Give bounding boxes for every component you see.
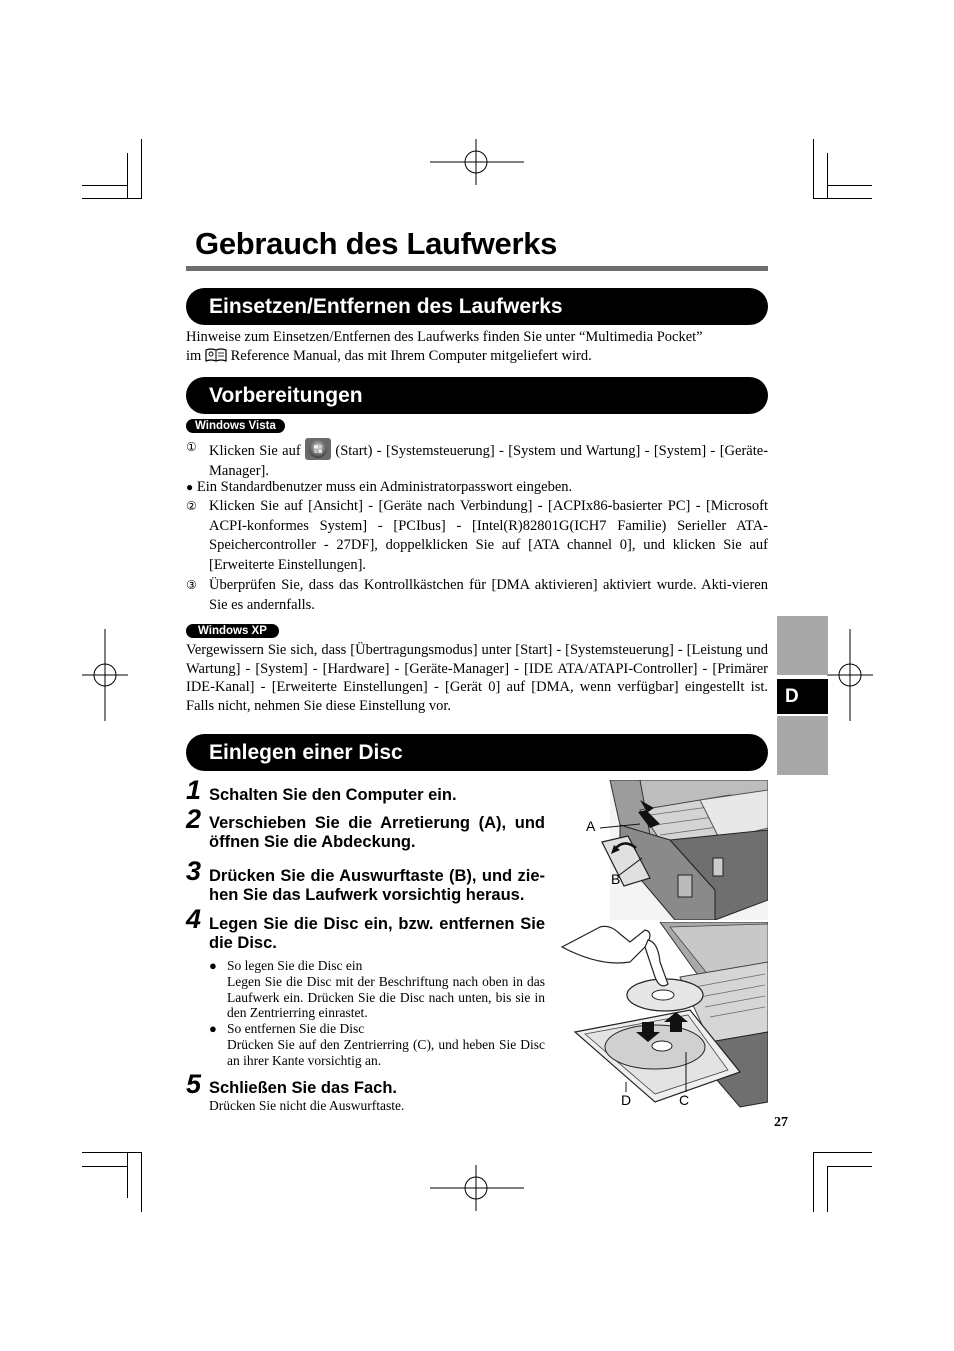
step-marker: ③ [186, 578, 197, 592]
step-number: 3 [186, 856, 202, 886]
remove-text-a: Hinweise zum Einsetzen/Entfernen des Laufwerks finden Sie unter “Multimedia Pocket” [186, 329, 703, 345]
vista-step-1-pre: Klicken Sie auf [209, 443, 301, 459]
windows-xp-badge: Windows XP [186, 624, 279, 638]
note-bullet: ● [186, 480, 194, 494]
remove-text-b-post: Reference Manual, das mit Ihrem Computer mitgeliefert wird. [230, 348, 592, 364]
callout-label-b: B [611, 871, 621, 887]
manual-book-icon [205, 347, 227, 362]
insert-disc-instructions [209, 958, 545, 1021]
remove-disc-body: Drücken Sie auf den Zentrierring (C), und heben Sie Disc an ihrer Kante vorsichtig an. [227, 1036, 545, 1068]
callout-label-a: A [586, 818, 596, 834]
step-title: Verschieben Sie die Arretierung (A), und öffnen Sie die Abdeckung. [209, 814, 545, 851]
step-number: 2 [186, 804, 202, 834]
remove-drive-text [186, 328, 768, 366]
vista-step-1 [186, 438, 768, 481]
step-title: Drücken Sie die Auswurftaste (B), und zie-hen Sie das Laufwerk vorsichtig heraus. [209, 867, 545, 904]
side-tab-lower [777, 716, 828, 775]
illustration-open-cover [580, 780, 768, 920]
side-tab-upper [777, 616, 828, 675]
callout-label-c: C [679, 1092, 690, 1108]
windows-start-icon [305, 438, 331, 460]
remove-disc-heading: So entfernen Sie die Disc [227, 1021, 365, 1036]
admin-note [186, 478, 768, 497]
title-rule [186, 266, 768, 271]
step-number: 1 [186, 775, 202, 805]
step-title: Schließen Sie das Fach. [209, 1079, 397, 1097]
registration-mark-top [430, 139, 524, 185]
step-title: Schalten Sie den Computer ein. [209, 786, 457, 804]
page-number: 27 [774, 1115, 788, 1130]
bullet: ● [209, 1021, 217, 1036]
vista-step-3 [186, 576, 768, 615]
step-number: 4 [186, 904, 202, 934]
remove-disc-instructions [209, 1021, 545, 1068]
vista-step-2-text: Klicken Sie auf [Ansicht] - [Geräte nach Verbindung] - [ACPIx86-basierter PC] - [Microsoft ACPI-konformes System] - [PCIbus] - [Intel(R)82801G(ICH7 Familie) Serieller ATA-Speichercontroller - 27DF], doppelklicken Sie auf [ATA channel 0], und klicken Sie auf [Erweiterte Einstellungen]. [209, 498, 768, 573]
insert-disc-heading: So legen Sie die Disc ein [227, 958, 363, 973]
vista-step-2 [186, 497, 768, 575]
registration-mark-left [82, 629, 128, 721]
section-heading-remove-drive: Einsetzen/Entfernen des Laufwerks [186, 288, 768, 325]
step-marker: ① [186, 440, 197, 454]
vista-step-1-post: (Start) - [Systemsteuerung] - [System und Wartung] - [System] - [Geräte-Manager]. [209, 443, 769, 479]
windows-vista-badge: Windows Vista [186, 419, 285, 433]
windows-xp-text: Vergewissern Sie sich, dass [Übertragungsmodus] unter [Start] - [Systemsteuerung] - [Leistung und Wartung] - [System] - [Hardware] - [Geräte-Manager] - [IDE ATA/ATAPI-Controller] - [Primärer IDE-Kanal] - [Erweiterte Einstellungen] - [Gerät 0] auf [DMA, wenn verfügbar] eingestellt ist. Falls nicht, nehmen Sie diese Einstellung vor. [186, 642, 768, 714]
page-title: Gebrauch des Laufwerks [195, 226, 558, 261]
step-title: Legen Sie die Disc ein, bzw. entfernen Sie die Disc. [209, 915, 545, 952]
remove-text-b-pre: im [186, 348, 202, 364]
callout-label-d: D [621, 1092, 632, 1108]
section-heading-insert-disc: Einlegen einer Disc [186, 734, 768, 771]
disc-tray-illustration [560, 922, 768, 1112]
insert-disc-body: Legen Sie die Disc mit der Beschriftung nach oben in das Laufwerk ein. Drücken Sie die Disc nach unten, bis sie in den Zentrierring einrastet. [227, 973, 545, 1021]
section-heading-preparations: Vorbereitungen [186, 377, 768, 414]
language-tab: D [777, 679, 828, 714]
illustration-insert-disc [560, 922, 768, 1112]
step-5-note: Drücken Sie nicht die Auswurftaste. [209, 1098, 405, 1113]
step-marker: ② [186, 499, 197, 513]
registration-mark-right [827, 629, 873, 721]
laptop-drive-cover-illustration [580, 780, 768, 920]
bullet: ● [209, 958, 217, 973]
admin-note-text: Ein Standardbenutzer muss ein Administratorpasswort eingeben. [196, 479, 573, 495]
vista-step-3-text: Überprüfen Sie, dass das Kontrollkästchen für [DMA aktivieren] aktiviert wurde. Akti-vieren Sie es andernfalls. [209, 577, 768, 613]
registration-mark-bottom [430, 1165, 524, 1211]
step-number: 5 [186, 1069, 202, 1099]
